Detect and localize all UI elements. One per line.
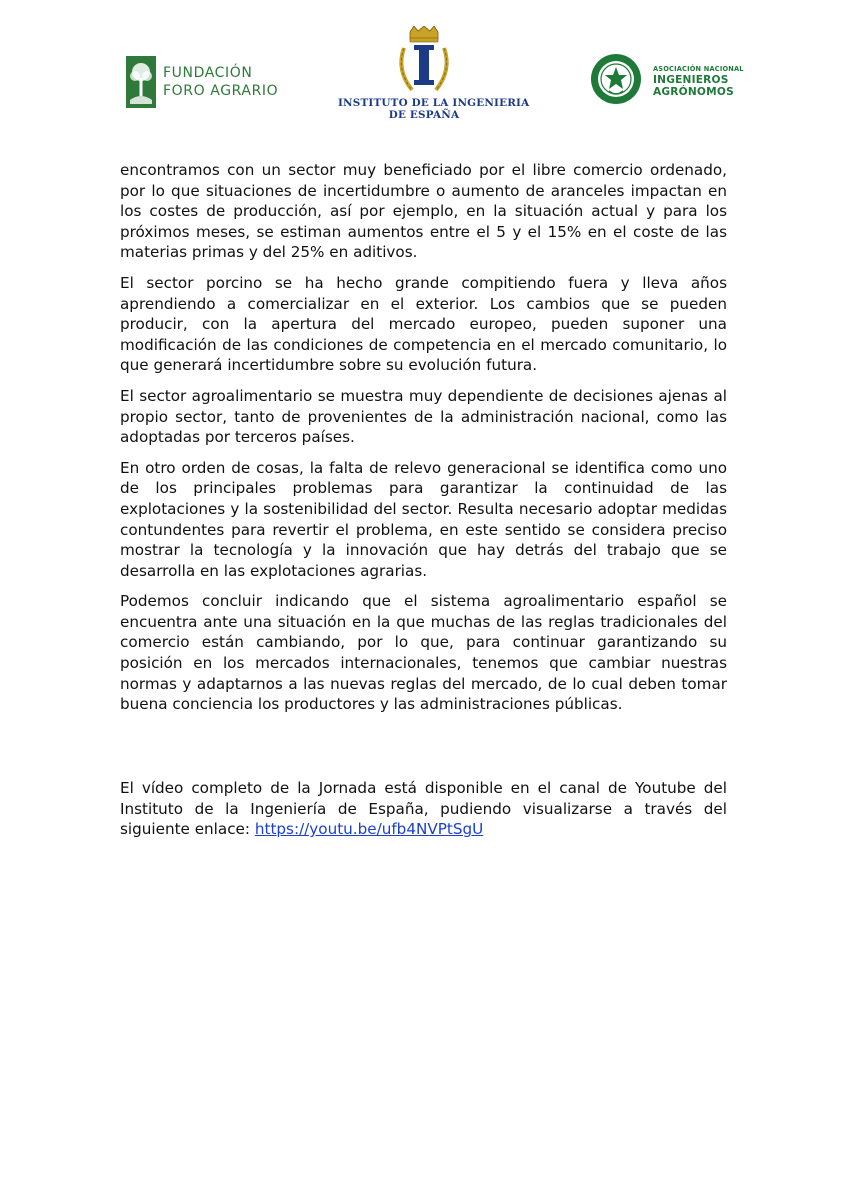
- fundacion-foro-agrario-logo: [126, 56, 279, 108]
- instituto-name-line2: DE ESPAÑA: [388, 109, 460, 121]
- paragraph-1: encontramos con un sector muy beneficiado por el libre comercio ordenado, por lo que situaciones de incertidumbre o aumento de aranceles impactan en los costes de producción, así por ejemplo, en la situación actual y para los próximos meses, se estiman aumentos entre el 5 y el 15% en el coste de las materias primas y del 25% en aditivos.: [120, 161, 727, 262]
- video-note-paragraph: [120, 778, 727, 840]
- asociacion-small-label: ASOCIACIÓN NACIONAL: [653, 65, 744, 73]
- paragraph-2: El sector porcino se ha hecho grande compitiendo fuera y lleva años aprendiendo a comercializar en el exterior. Los cambios que se pueden producir, con la apertura del mercado europeo, pueden suponer una modificación de las condiciones de competencia en el mercado comunitario, lo que generará incertidumbre sobre su evolución futura.: [120, 273, 727, 375]
- asociacion-ingenieros-agronomos-logo: [590, 53, 744, 105]
- document-body: [120, 160, 727, 725]
- asociacion-line2: AGRÓNOMOS: [653, 86, 734, 98]
- video-note-text: El vídeo completo de la Jornada está disponible en el canal de Youtube del Instituto de la Ingeniería de España, pudiendo visualizarse a través del siguiente enlace:: [120, 779, 727, 839]
- paragraph-4: En otro orden de cosas, la falta de relevo generacional se identifica como uno de los principales problemas para garantizar la continuidad de las explotaciones y la sostenibilidad del sector. Resulta necesario adoptar medidas contundentes para revertir el problema, en este sentido se considera preciso mostrar la tecnología y la innovación que hay detrás del trabajo que se desarrolla en las explotaciones agrarias.: [120, 458, 727, 580]
- instituto-name-line1: INSTITUTO DE LA INGENIERIA: [338, 97, 530, 109]
- paragraph-3: El sector agroalimentario se muestra muy dependiente de decisiones ajenas al propio sector, tanto de provenientes de la administración nacional, como las adoptadas por terceros países.: [120, 386, 727, 447]
- page-header: [0, 0, 848, 140]
- foro-agrario-line2: FORO AGRARIO: [163, 83, 279, 99]
- youtube-link[interactable]: https://youtu.be/ufb4NVPtSgU: [254, 820, 484, 839]
- tree-icon: [126, 56, 156, 108]
- instituto-ingenieria-logo: [338, 26, 530, 126]
- crown-emblem-icon: [392, 26, 456, 96]
- foro-agrario-line1: FUNDACIÓN: [163, 65, 253, 81]
- agronomos-seal-icon: [590, 53, 642, 105]
- paragraph-5: Podemos concluir indicando que el sistema agroalimentario español se encuentra ante una situación en la que muchas de las reglas tradicionales del comercio están cambiando, por lo que, para continuar garantizando su posición en los mercados internacionales, tenemos que cambiar nuestras normas y adaptarnos a las nuevas reglas del mercado, de lo cual deben tomar buena conciencia los productores y las administraciones públicas.: [120, 592, 727, 714]
- asociacion-line1: INGENIEROS: [653, 74, 729, 86]
